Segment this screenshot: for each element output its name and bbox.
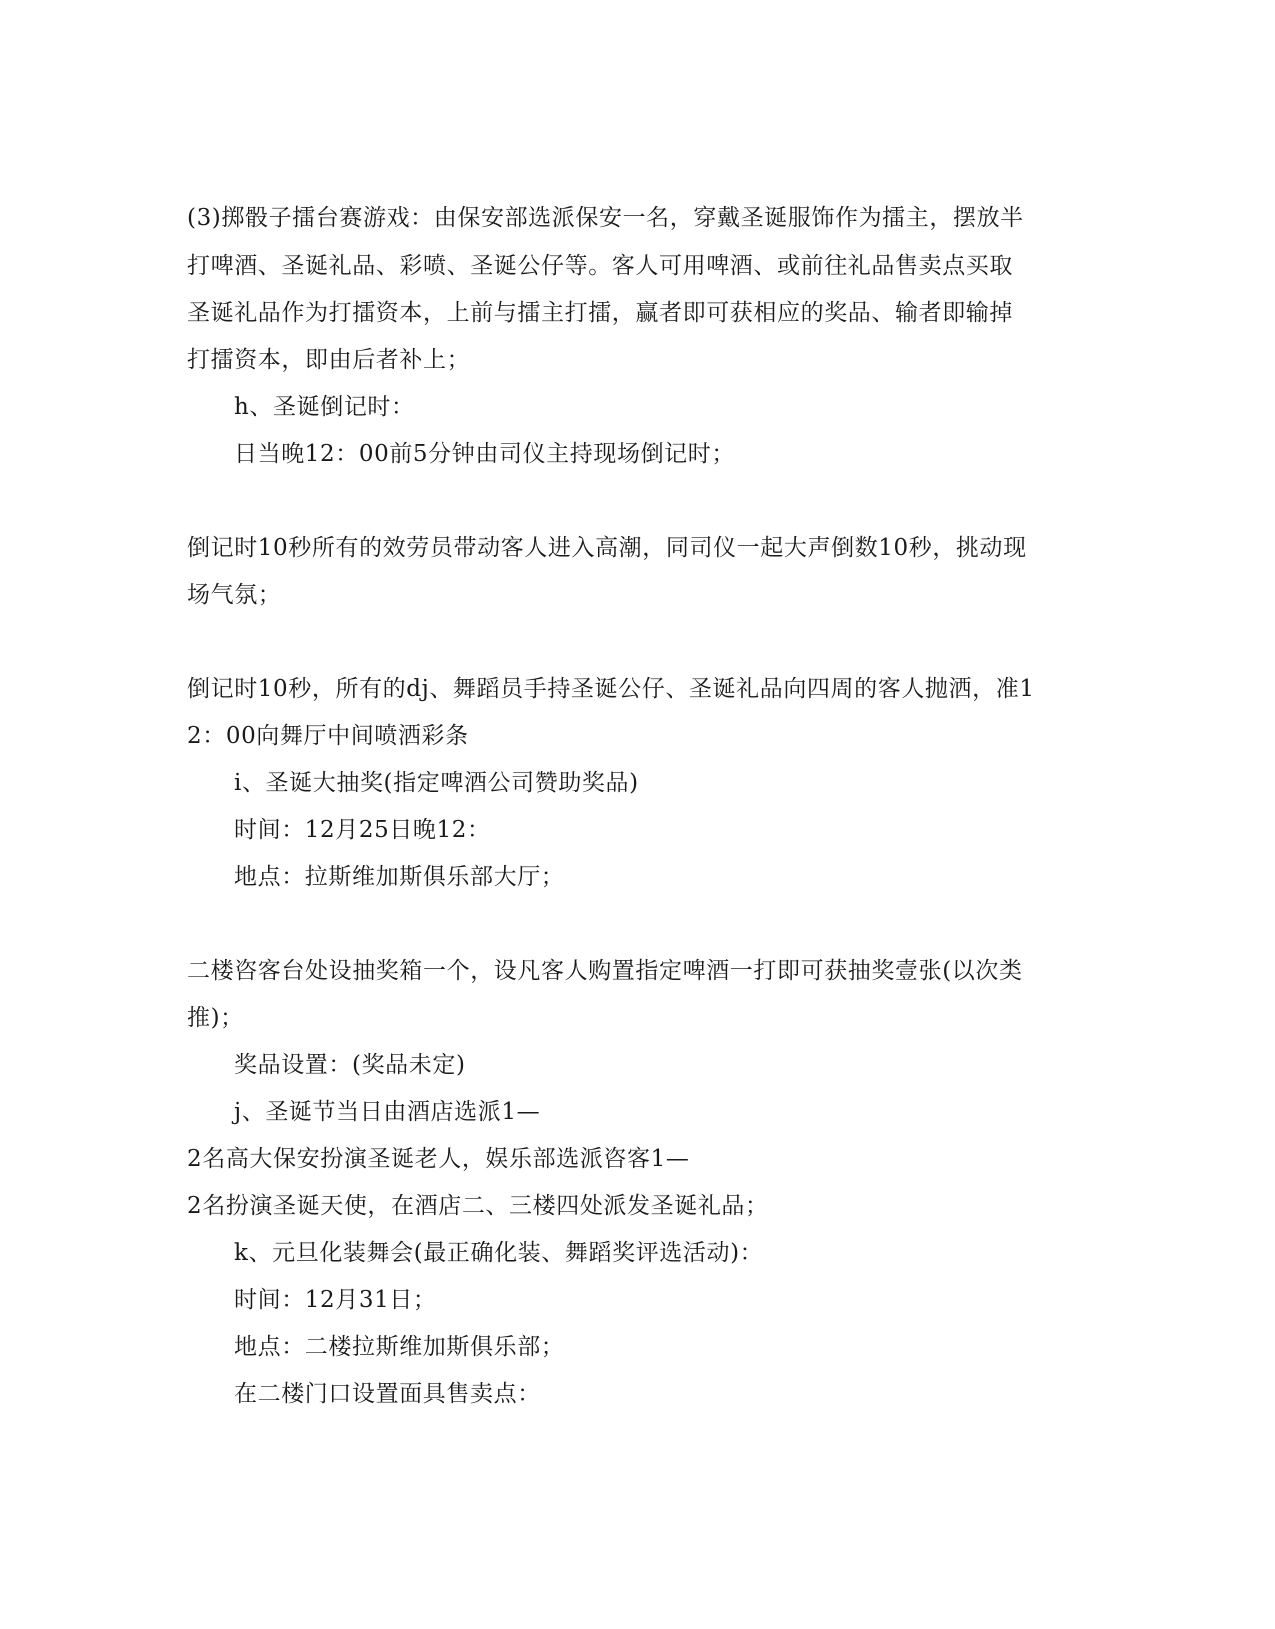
text-line: k、元旦化装舞会(最正确化装、舞蹈奖评选活动)： [234, 1240, 764, 1266]
text-line: 时间：12月25日晚12： [234, 817, 491, 843]
text-line: 地点：拉斯维加斯俱乐部大厅； [234, 864, 565, 890]
text-line: 地点：二楼拉斯维加斯俱乐部； [234, 1334, 565, 1360]
text-line: 推)； [187, 1005, 244, 1031]
text-line: 打擂资本，即由后者补上； [187, 347, 471, 373]
text-line: 打啤酒、圣诞礼品、彩喷、圣诞公仔等。客人可用啤酒、或前往礼品售卖点买取 [187, 253, 1013, 279]
text-line: 圣诞礼品作为打擂资本，上前与擂主打擂，赢者即可获相应的奖品、输者即输掉 [187, 300, 1013, 326]
text-line: h、圣诞倒记时： [234, 394, 415, 420]
text-line: i、圣诞大抽奖(指定啤酒公司赞助奖品) [234, 770, 639, 796]
text-line: 倒记时10秒所有的效劳员带动客人进入高潮，同司仪一起大声倒数10秒，挑动现 [187, 535, 1027, 561]
text-line: 二楼咨客台处设抽奖箱一个，设凡客人购置指定啤酒一打即可获抽奖壹张(以次类 [187, 958, 1023, 984]
text-line: 在二楼门口设置面具售卖点： [234, 1381, 541, 1407]
text-line: 2：00向舞厅中间喷洒彩条 [187, 723, 469, 749]
text-line: 时间：12月31日； [234, 1287, 437, 1313]
text-line: 场气氛； [187, 582, 282, 608]
text-line: (3)掷骰子擂台赛游戏：由保安部选派保安一名，穿戴圣诞服饰作为擂主，摆放半 [187, 205, 1024, 231]
text-line: 奖品设置：(奖品未定) [234, 1052, 466, 1078]
text-line: 2名高大保安扮演圣诞老人，娱乐部选派咨客1— [187, 1146, 690, 1172]
text-line: j、圣诞节当日由酒店选派1— [234, 1099, 541, 1125]
text-line: 倒记时10秒，所有的dj、舞蹈员手持圣诞公仔、圣诞礼品向四周的客人抛洒，准1 [187, 676, 1035, 702]
text-line: 日当晚12：00前5分钟由司仪主持现场倒记时； [234, 441, 735, 467]
text-line: 2名扮演圣诞天使，在酒店二、三楼四处派发圣诞礼品； [187, 1193, 769, 1219]
